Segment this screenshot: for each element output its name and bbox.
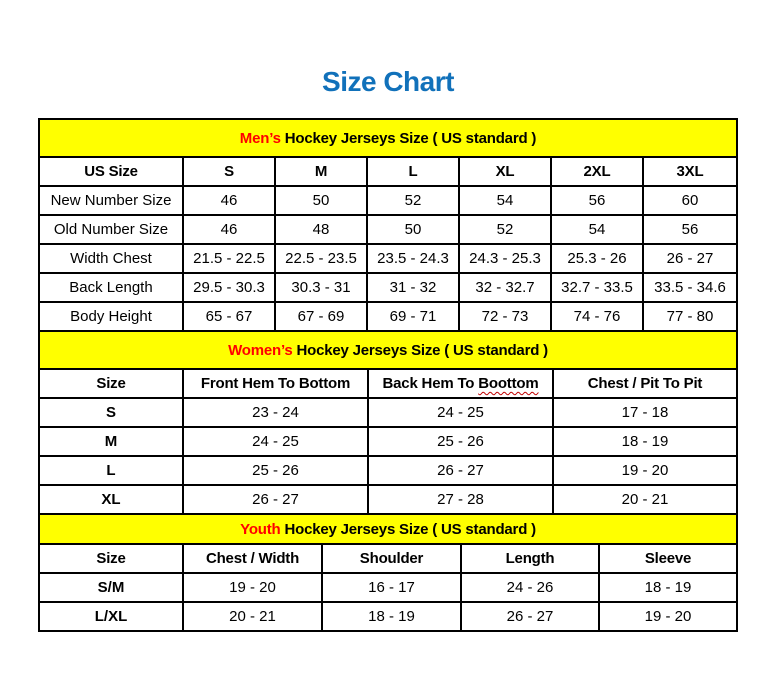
mens-col-m: M [275,157,367,186]
row-label: L/XL [39,602,183,631]
size-cell: 24 - 25 [368,398,553,427]
womens-col-front-hem: Front Hem To Bottom [183,369,368,398]
row-label: Width Chest [39,244,183,273]
womens-category-label: Women’s [228,341,293,359]
mens-section-title [39,119,737,157]
size-cell: 26 - 27 [643,244,737,273]
mens-col-s: S [183,157,275,186]
size-cell: 19 - 20 [599,602,737,631]
mens-section-band [39,119,737,157]
table-row [39,456,737,485]
mens-category-label: Men’s [239,129,281,147]
womens-col-size: Size [39,369,183,398]
size-cell: 69 - 71 [367,302,459,331]
table-row [39,485,737,514]
size-cell: 50 [367,215,459,244]
youth-category-label: Youth [240,520,281,538]
mens-header-row [39,157,737,186]
table-row [39,398,737,427]
size-cell: 22.5 - 23.5 [275,244,367,273]
size-cell: 24 - 25 [183,427,368,456]
size-cell: 18 - 19 [322,602,461,631]
mens-col-us-size: US Size [39,157,183,186]
table-row [39,273,737,302]
womens-section-band [39,331,737,369]
row-label: S [39,398,183,427]
size-cell: 52 [459,215,551,244]
size-cell: 60 [643,186,737,215]
youth-size-table [38,513,738,632]
size-cell: 48 [275,215,367,244]
row-label: Body Height [39,302,183,331]
size-cell: 31 - 32 [367,273,459,302]
row-label: S/M [39,573,183,602]
youth-col-length: Length [461,544,599,573]
row-label: M [39,427,183,456]
size-cell: 72 - 73 [459,302,551,331]
size-cell: 24 - 26 [461,573,599,602]
size-cell: 17 - 18 [553,398,737,427]
mens-col-xl: XL [459,157,551,186]
womens-header-row [39,369,737,398]
size-cell: 24.3 - 25.3 [459,244,551,273]
table-row [39,302,737,331]
womens-col-back-hem [368,369,553,398]
table-row [39,244,737,273]
table-row [39,602,737,631]
youth-col-shoulder: Shoulder [322,544,461,573]
size-cell: 25 - 26 [368,427,553,456]
youth-col-size: Size [39,544,183,573]
youth-section-title [39,514,737,544]
size-cell: 21.5 - 22.5 [183,244,275,273]
row-label: New Number Size [39,186,183,215]
size-cell: 26 - 27 [368,456,553,485]
size-cell: 27 - 28 [368,485,553,514]
mens-col-2xl: 2XL [551,157,643,186]
youth-col-sleeve: Sleeve [599,544,737,573]
size-cell: 30.3 - 31 [275,273,367,302]
size-cell: 20 - 21 [183,602,322,631]
mens-col-l: L [367,157,459,186]
youth-section-band [39,514,737,544]
womens-col-chest: Chest / Pit To Pit [553,369,737,398]
table-row [39,427,737,456]
mens-col-3xl: 3XL [643,157,737,186]
page-title: Size Chart [322,66,454,97]
youth-col-chest-width: Chest / Width [183,544,322,573]
row-label: XL [39,485,183,514]
size-cell: 50 [275,186,367,215]
size-cell: 25.3 - 26 [551,244,643,273]
mens-title-rest: Hockey Jerseys Size ( US standard ) [280,129,537,147]
size-cell: 46 [183,215,275,244]
youth-title-rest: Hockey Jerseys Size ( US standard ) [280,520,536,538]
misspelled-word: Boottom [478,375,539,392]
mens-size-table [38,118,738,332]
size-cell: 20 - 21 [553,485,737,514]
size-cell: 65 - 67 [183,302,275,331]
size-cell: 77 - 80 [643,302,737,331]
size-cell: 18 - 19 [553,427,737,456]
size-cell: 54 [551,215,643,244]
size-cell: 56 [551,186,643,215]
table-row [39,186,737,215]
size-cell: 16 - 17 [322,573,461,602]
youth-header-row [39,544,737,573]
size-cell: 18 - 19 [599,573,737,602]
size-cell: 33.5 - 34.6 [643,273,737,302]
size-cell: 46 [183,186,275,215]
womens-size-table [38,330,738,515]
row-label: L [39,456,183,485]
womens-section-title [39,331,737,369]
size-cell: 25 - 26 [183,456,368,485]
size-cell: 54 [459,186,551,215]
back-hem-text: Back Hem To [382,375,479,392]
size-cell: 56 [643,215,737,244]
size-tables-container [38,118,736,632]
size-cell: 23.5 - 24.3 [367,244,459,273]
size-cell: 67 - 69 [275,302,367,331]
size-cell: 19 - 20 [553,456,737,485]
size-cell: 74 - 76 [551,302,643,331]
size-cell: 23 - 24 [183,398,368,427]
table-row [39,215,737,244]
row-label: Back Length [39,273,183,302]
size-cell: 32 - 32.7 [459,273,551,302]
size-cell: 29.5 - 30.3 [183,273,275,302]
womens-title-rest: Hockey Jerseys Size ( US standard ) [292,341,548,359]
size-cell: 52 [367,186,459,215]
size-cell: 32.7 - 33.5 [551,273,643,302]
size-cell: 26 - 27 [183,485,368,514]
size-cell: 26 - 27 [461,602,599,631]
row-label: Old Number Size [39,215,183,244]
table-row [39,573,737,602]
size-cell: 19 - 20 [183,573,322,602]
